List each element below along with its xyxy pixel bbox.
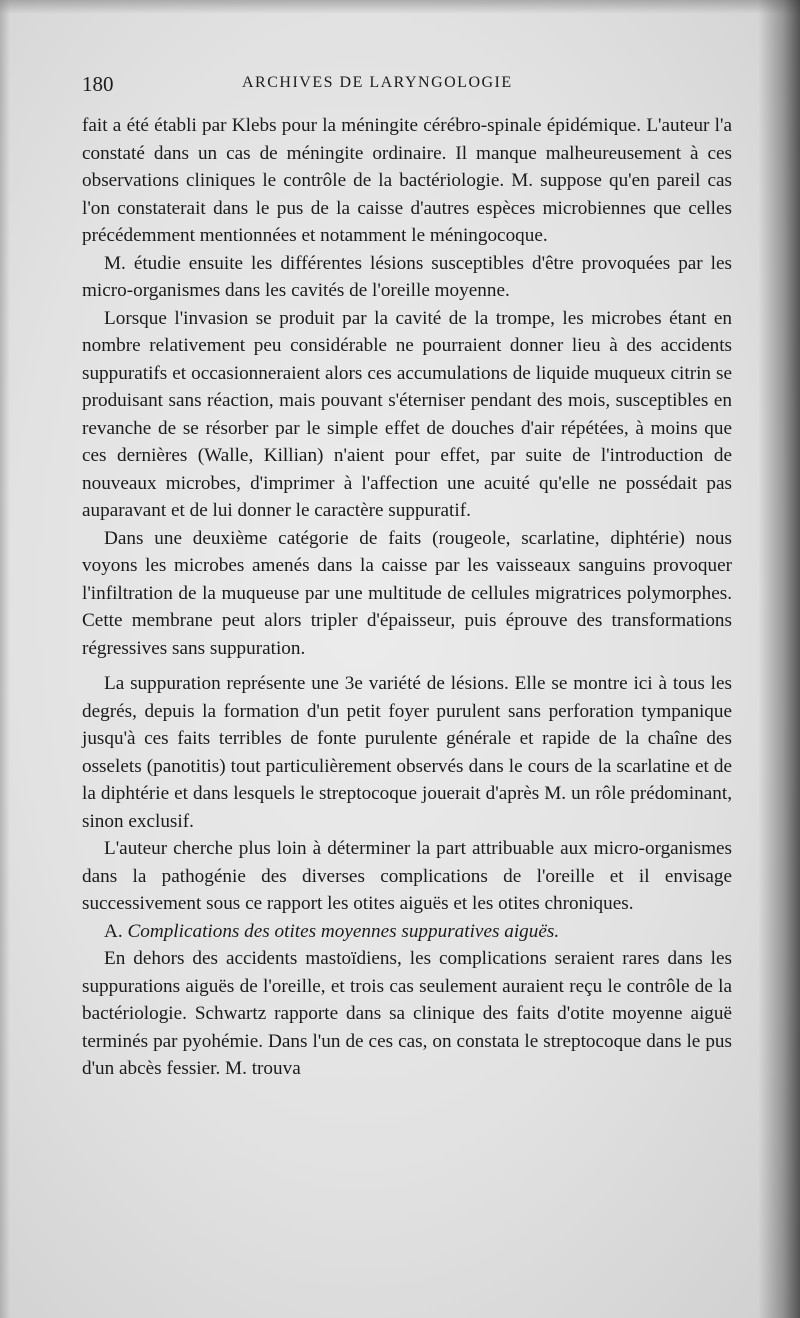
running-title: ARCHIVES DE LARYNGOLOGIE bbox=[242, 74, 513, 91]
body-text bbox=[82, 112, 732, 1083]
paragraph-4: Dans une deuxième catégorie de faits (rougeole, scarlatine, diphtérie) nous voyons les microbes amenés dans la caisse par les vaisseaux sanguins provoquer l'infiltration de la muqueuse par une multitude de cellules migratrices polymorphes. Cette membrane peut alors tripler d'épaisseur, puis éprouve des transformations régressives sans suppuration. bbox=[82, 527, 732, 659]
paragraph-1: fait a été établi par Klebs pour la méningite cérébro-spinale épidémique. L'auteur l'a constaté dans un cas de méningite ordinaire. Il manque malheureusement à ces observations cliniques le contrôle de la bactériologie. M. suppose qu'en pareil cas l'on constaterait dans le pus de la caisse d'autres espèces microbiennes que celles précédemment mentionnées et notamment le méningocoque. bbox=[82, 115, 732, 246]
paragraph-3: Lorsque l'invasion se produit par la cavité de la trompe, les microbes étant en nombre relativement peu considérable ne pourraient donner lieu à des accidents suppuratifs et occasionneraient alors ces accumulations de liquide muqueux citrin se produisant sans réaction, mais pouvant s'éterniser pendant des mois, susceptibles en revanche de se résorber par le simple effet de douches d'air répétées, à moins que ces dernières (Walle, Killian) n'aient pour effet, par suite de l'introduction de nouveaux microbes, d'imprimer à l'affection une acuité qu'elle ne possédait pas auparavant et de lui donner le caractère suppuratif. bbox=[82, 307, 732, 521]
page-binding-shadow bbox=[758, 0, 800, 1318]
page-top-shadow bbox=[0, 0, 800, 14]
page-number: 180 bbox=[82, 72, 114, 96]
section-title: Complications des otites moyennes suppuratives aiguës. bbox=[127, 920, 560, 942]
page-left-shadow bbox=[0, 0, 10, 1318]
paragraph-2: M. étudie ensuite les différentes lésions susceptibles d'être provoquées par les micro-organismes dans les cavités de l'oreille moyenne. bbox=[82, 252, 732, 301]
running-header bbox=[82, 72, 742, 102]
section-heading bbox=[82, 918, 732, 946]
paragraph-5: La suppuration représente une 3e variété de lésions. Elle se montre ici à tous les degrés, depuis la formation d'un petit foyer purulent sans perforation tympanique jusqu'à ces faits terribles de fonte purulente générale et rapide de la chaîne des osselets (panotitis) tout particulièrement observés dans le cours de la scarlatine et de la diphtérie et dans lesquels le streptocoque jouerait d'après M. un rôle prédominant, sinon exclusif. bbox=[82, 673, 732, 832]
paragraph-7: En dehors des accidents mastoïdiens, les complications seraient rares dans les suppurations aiguës de l'oreille, et trois cas seulement auraient reçu le contrôle de la bactériologie. Schwartz rapporte dans sa clinique des faits d'otite moyenne aiguë terminés par pyohémie. Dans l'un de ces cas, on constata le streptocoque dans le pus d'un abcès fessier. M. trouva bbox=[82, 948, 732, 1079]
paragraph-6: L'auteur cherche plus loin à déterminer la part attribuable aux micro-organismes dans la pathogénie des diverses complications de l'oreille et il envisage successivement sous ce rapport les otites aiguës et les otites chroniques. bbox=[82, 838, 732, 914]
section-label: A. bbox=[104, 920, 123, 942]
